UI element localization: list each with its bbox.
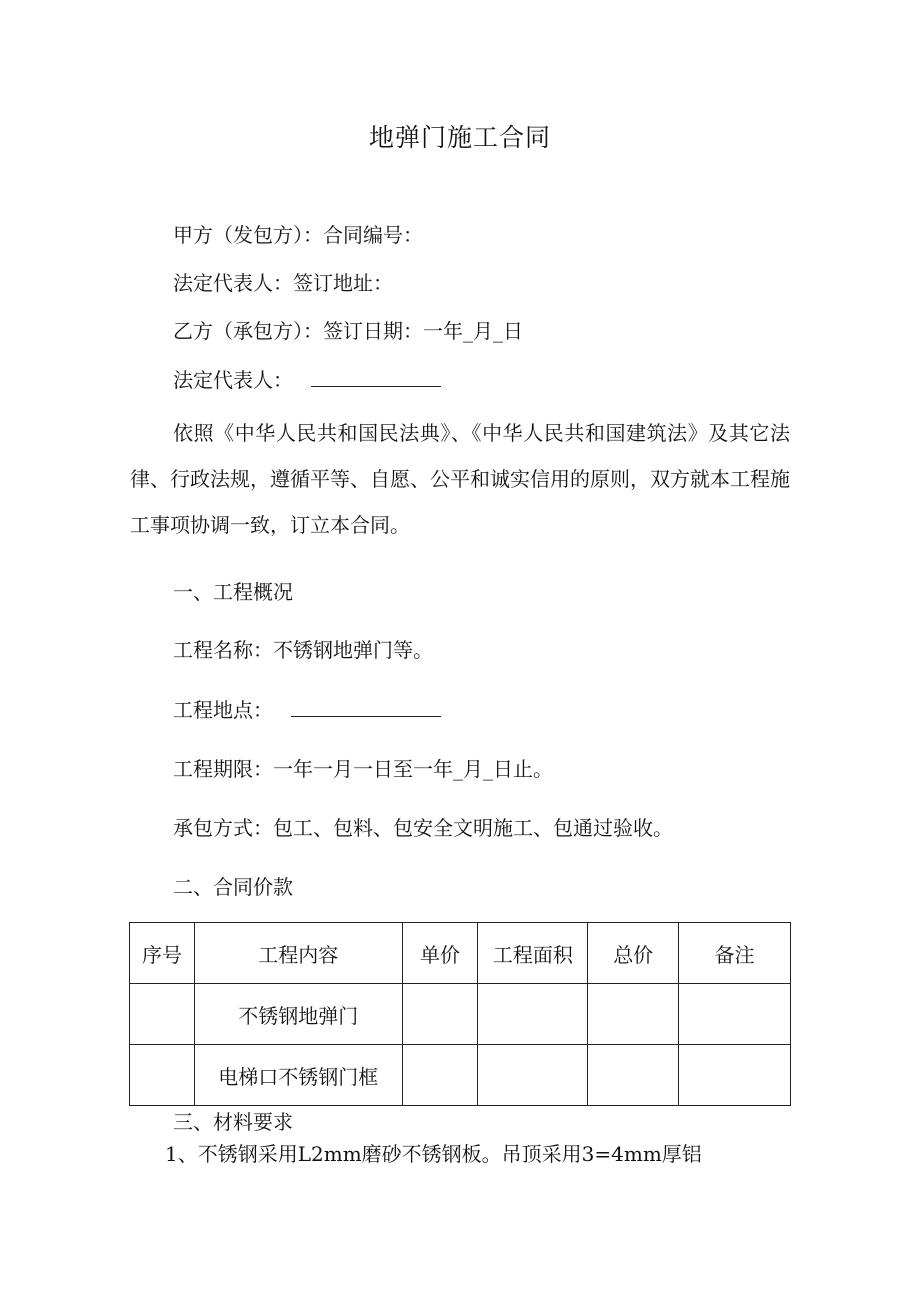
project-location-line xyxy=(173,694,441,723)
section1-heading: 一、工程概况 xyxy=(173,580,293,604)
legal-rep-b-line xyxy=(173,364,441,393)
table-row xyxy=(130,984,791,1045)
table-cell xyxy=(588,984,679,1045)
header-cell-total: 总价 xyxy=(588,923,679,984)
table-cell xyxy=(402,984,478,1045)
table-cell xyxy=(130,1045,195,1106)
section3-heading: 三、材料要求 xyxy=(173,1110,293,1134)
material-item-1: 1、不锈钢采用L2mm磨砂不锈钢板。吊顶采用3=4mm厚铝 xyxy=(165,1142,702,1166)
table-cell xyxy=(402,1045,478,1106)
document-title: 地弹门施工合同 xyxy=(368,123,551,152)
price-table xyxy=(129,922,791,1106)
table-cell: 电梯口不锈钢门框 xyxy=(194,1045,402,1106)
project-name-line: 工程名称：不锈钢地弹门等。 xyxy=(173,638,433,662)
table-cell xyxy=(679,1045,791,1106)
project-location-blank xyxy=(291,698,441,717)
table-cell xyxy=(478,1045,588,1106)
table-cell xyxy=(130,984,195,1045)
contract-method-line: 承包方式：包工、包料、包安全文明施工、包通过验收。 xyxy=(173,816,673,840)
section2-heading: 二、合同价款 xyxy=(173,875,293,899)
project-period-line: 工程期限：一年一月一日至一年_月_日止。 xyxy=(173,757,553,781)
header-cell-unit-price: 单价 xyxy=(402,923,478,984)
header-cell-index: 序号 xyxy=(130,923,195,984)
legal-rep-b-blank xyxy=(311,368,441,387)
table-cell xyxy=(679,984,791,1045)
legal-rep-a-line: 法定代表人：签订地址： xyxy=(173,271,393,295)
table-row xyxy=(130,1045,791,1106)
table-cell: 不锈钢地弹门 xyxy=(194,984,402,1045)
header-cell-remarks: 备注 xyxy=(679,923,791,984)
party-a-line: 甲方（发包方）：合同编号： xyxy=(173,223,423,247)
table-header-row xyxy=(130,923,791,984)
table-cell xyxy=(588,1045,679,1106)
header-cell-content: 工程内容 xyxy=(194,923,402,984)
party-b-line: 乙方（承包方）：签订日期：一年_月_日 xyxy=(173,319,523,343)
preamble-paragraph: 依照《中华人民共和国民法典》、《中华人民共和国建筑法》及其它法律、行政法规，遵循平等、自愿、公平和诚实信用的原则，双方就本工程施工事项协调一致，订立本合同。 xyxy=(130,421,790,537)
project-location-label: 工程地点： xyxy=(173,698,273,722)
legal-rep-b-label: 法定代表人： xyxy=(173,368,293,392)
header-cell-area: 工程面积 xyxy=(478,923,588,984)
table-cell xyxy=(478,984,588,1045)
